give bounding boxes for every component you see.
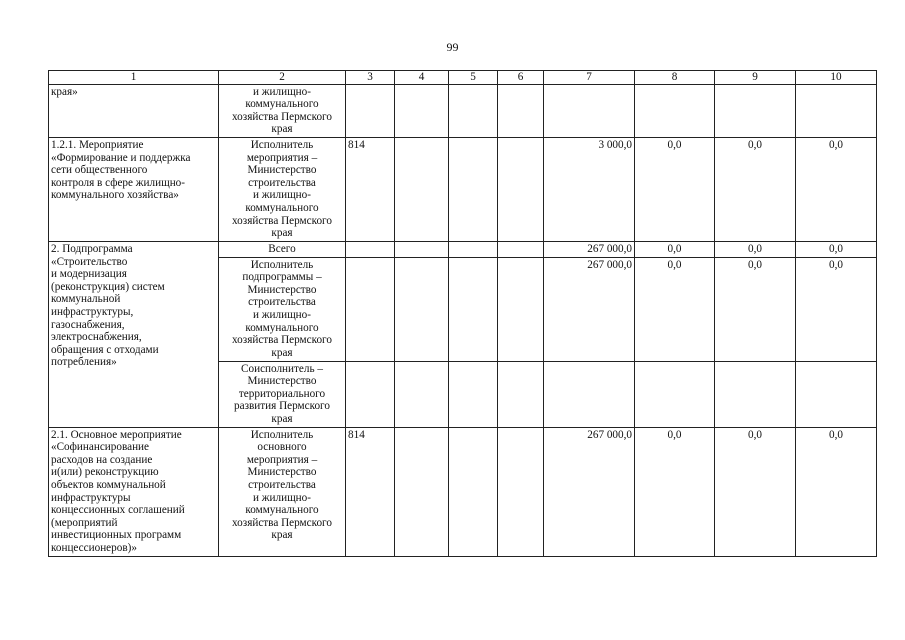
executor-cell [219,427,346,556]
text-line: коммунального [245,201,319,214]
table-row [49,137,877,241]
amount-col9: 0,0 [715,257,796,361]
text-line: Всего [268,242,296,255]
text-line: Исполнитель [250,428,314,441]
header-col-3: 3 [346,71,395,85]
text-line: хозяйства Пермского [232,110,332,123]
header-col-10: 10 [796,71,877,85]
co-executor-cell [219,361,346,427]
text-line: хозяйства Пермского [232,516,332,529]
header-row [49,71,877,85]
table-row [49,427,877,556]
text-line: Исполнитель [250,138,314,151]
program-name-cell [49,137,219,241]
amount-col9: 0,0 [715,427,796,556]
executor-cell [219,137,346,241]
program-name-cell [49,84,219,137]
text-line: мероприятия – [246,453,318,466]
budget-code-cell: 814 [346,137,395,241]
text-line: строительства [248,176,316,189]
text-line: коммунального [245,98,319,111]
amount-col10: 0,0 [796,241,877,257]
text-line: края» [51,85,78,98]
text-line: объектов коммунальной [51,478,166,491]
amount-col8: 0,0 [635,241,715,257]
amount-col7: 3 000,0 [544,137,635,241]
text-line: «Строительство [51,255,128,268]
program-name-cell [49,241,219,427]
text-line: расходов на создание [51,453,153,466]
page-number: 99 [446,40,459,54]
text-line: мероприятия – [246,151,318,164]
text-line: строительства [248,296,316,309]
text-line: Министерство [247,466,317,479]
executor-cell [219,241,346,257]
text-line: 2.1. Основное мероприятие [51,428,182,441]
text-line: контроля в сфере жилищно- [51,176,185,189]
budget-table [48,70,877,557]
executor-cell [219,84,346,137]
text-line: территориального [238,387,326,400]
amount-col7: 267 000,0 [544,241,635,257]
text-line: подпрограммы – [242,271,322,284]
text-line: развития Пермского [234,400,330,413]
text-line: края [271,529,293,542]
header-col-1: 1 [49,71,219,85]
amount-col9: 0,0 [715,137,796,241]
text-line: (мероприятий [51,516,118,529]
program-name-cell [49,427,219,556]
table-row [49,241,877,257]
table-row [49,84,877,137]
budget-code-cell: 814 [346,427,395,556]
text-line: Исполнитель [250,258,314,271]
header-col-2: 2 [219,71,346,85]
text-line: коммунального [245,321,319,334]
text-line: концессионных соглашений [51,504,185,517]
text-line: 2. Подпрограмма [51,242,133,255]
text-line: и(или) реконструкцию [51,466,159,479]
header-col-4: 4 [395,71,449,85]
text-line: строительства [248,478,316,491]
text-line: Министерство [247,375,317,388]
text-line: и модернизация [51,268,127,281]
text-line: электроснабжения, [51,331,142,344]
header-col-6: 6 [498,71,544,85]
header-col-9: 9 [715,71,796,85]
text-line: и жилищно- [253,189,311,202]
text-line: края [271,123,293,136]
text-line: основного [257,441,307,454]
text-line: коммунальной [51,293,121,306]
text-line: края [271,412,293,425]
amount-col10: 0,0 [796,257,877,361]
text-line: концессионеров)» [51,541,137,554]
text-line: (реконструкция) систем [51,280,165,293]
amount-col7: 267 000,0 [544,257,635,361]
amount-col10: 0,0 [796,427,877,556]
text-line: хозяйства Пермского [232,334,332,347]
text-line: инвестиционных программ [51,529,182,542]
text-line: обращения с отходами [51,343,159,356]
text-line: края [271,346,293,359]
amount-col8: 0,0 [635,427,715,556]
text-line: Соисполнитель – [241,362,323,375]
header-col-8: 8 [635,71,715,85]
text-line: потребления» [51,356,117,369]
text-line: Министерство [247,283,317,296]
amount-col9: 0,0 [715,241,796,257]
text-line: коммунального [245,504,319,517]
text-line: 1.2.1. Мероприятие [51,138,144,151]
text-line: «Софинансирование [51,441,150,454]
amount-col8: 0,0 [635,137,715,241]
text-line: Министерство [247,164,317,177]
text-line: газоснабжения, [51,318,125,331]
header-col-7: 7 [544,71,635,85]
text-line: и жилищно- [253,491,311,504]
amount-col7: 267 000,0 [544,427,635,556]
text-line: инфраструктуры, [51,305,134,318]
text-line: коммунального хозяйства» [51,189,179,202]
text-line: «Формирование и поддержка [51,151,191,164]
text-line: и жилищно- [253,308,311,321]
header-col-5: 5 [449,71,498,85]
text-line: хозяйства Пермского [232,214,332,227]
amount-col8: 0,0 [635,257,715,361]
text-line: края [271,227,293,240]
text-line: и жилищно- [253,85,311,98]
text-line: инфраструктуры [51,491,131,504]
text-line: сети общественного [51,164,148,177]
amount-col10: 0,0 [796,137,877,241]
executor-cell [219,257,346,361]
